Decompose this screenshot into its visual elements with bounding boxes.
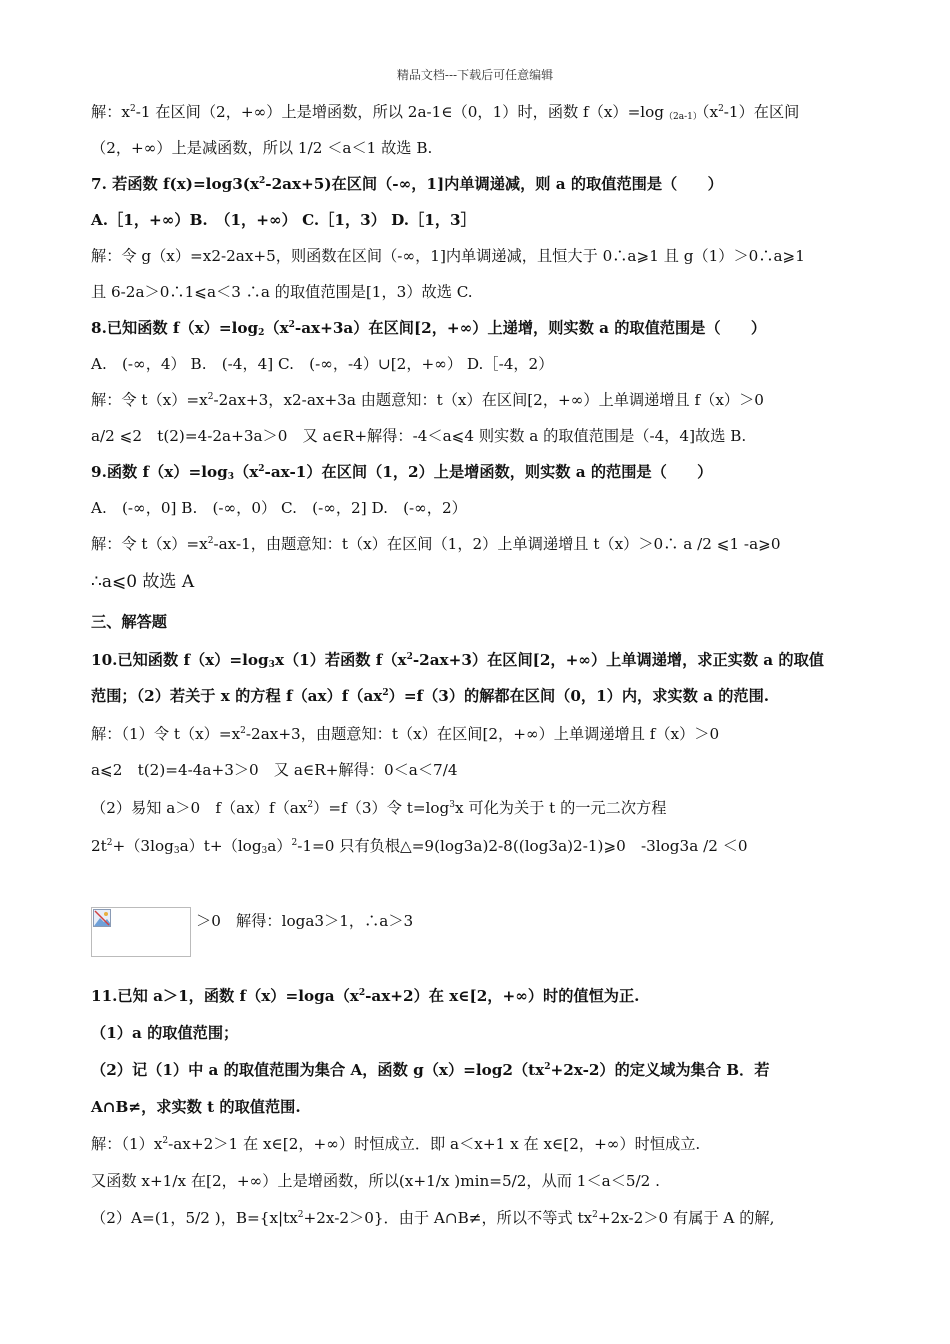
solution-10-line-2: a⩽2 t(2)=4-4a+3＞0 又 a∈R+解得：0＜a＜7/4 [91, 761, 458, 779]
page-header: 精品文档---下载后可任意编辑 [396, 68, 554, 82]
solution-10-line-3: （2）易知 a＞0 $f(ax)f(ax^2)=f(3)$令 $t=\log^3x$ 可化为关于 t 的一元二次方程 [91, 799, 667, 817]
question-8: 8.已知函数 $f(x)=\log_2(x^2-ax+3a)$在区间[2，+∞）上递增，则实数 a 的取值范围是（ ） [91, 319, 767, 338]
broken-image-placeholder [91, 907, 191, 957]
question-8-options: A. (-∞，4） B. (-4，4] C. (-∞，-4）∪[2，+∞） D.［-4，2） [91, 355, 554, 373]
question-7: 7. 若函数 $f(x)=\log 3(x^2-2ax+5)$在区间（-∞，1]内单调递减，则 a 的取值范围是（ ） [91, 175, 723, 193]
broken-image-icon [93, 909, 111, 927]
solution-10-line-5: ＞0 解得：loga3＞1，∴a＞3 [196, 912, 414, 930]
question-10-line-2: 范围；（2）若关于 x 的方程 $f(ax)f(ax^2)=f(3)$的解都在区间（0，1）内，求实数 a 的范围. [91, 687, 770, 705]
question-11-line-2: （1）a 的取值范围； [91, 1024, 239, 1042]
solution-10-line-4: $2t^2+(3\log_3a)t+(\log_3a)^2-1=0$ 只有负根△=9(log3a)2-8((log3a)2-1)⩾0 -3log3a /2 ＜0 [91, 837, 748, 856]
section-heading-3: 三、解答题 [91, 613, 167, 631]
solution-6-line-2: （2，+∞）上是减函数，所以 1/2 ＜a＜1 故选 B. [91, 139, 433, 157]
question-9: 9.函数 $f(x)=\log_3(x^2-ax-1)$在区间（1，2）上是增函数，则实数 a 的范围是（ ） [91, 463, 713, 482]
question-11-line-3: （2）记（1）中 a 的取值范围为集合 A，函数 $g(x)=\log 2(tx^2+2x-2)$的定义域为集合 B．若 [91, 1061, 770, 1079]
question-10-line-1: 10.已知函数 $f(x)=\log_3x(1)$若函数 $f(x^2-2ax+3)$在区间[2，+∞）上单调递增，求正实数 a 的取值 [91, 651, 824, 670]
solution-8-line-2: a/2 ⩽2 t(2)=4-2a+3a＞0 又 a∈R+解得：-4＜a⩽4 则实数 a 的取值范围是（-4，4]故选 B. [91, 427, 747, 445]
question-9-options: A. (-∞，0] B. (-∞，0） C. (-∞，2] D. (-∞，2） [91, 499, 467, 517]
solution-11-line-2: 又函数 x+1/x 在[2，+∞）上是增函数，所以(x+1/x )min=5/2，从而 1＜a＜5/2 . [91, 1172, 660, 1190]
question-7-options: A.［1，+∞）B. （1，+∞） C.［1，3） D.［1，3］ [91, 211, 476, 229]
question-11-line-4: A∩B≠，求实数 t 的取值范围. [91, 1098, 301, 1116]
question-11-line-1: 11.已知 a＞1，函数 $f(x)=\log a(x^2-ax+2)$在 x∈[2，+∞）时的值恒为正. [91, 987, 640, 1005]
solution-6-line-1: 解：$x^2-1$ 在区间（2，+∞）上是增函数，所以 2a-1∈（0，1）时，函数 $f(x)=\log_{(2a-1)}(x^2-1)$在区间 [91, 103, 800, 122]
solution-9-line-1: 解：令 $t(x)=x^2-ax-1$，由题意知：t（x）在区间（1，2）上单调递增且 t（x）＞0∴ a /2 ⩽1 -a⩾0 [91, 535, 781, 553]
solution-7-line-2: 且 6-2a＞0∴1⩽a＜3 ∴a 的取值范围是[1，3）故选 C. [91, 283, 473, 301]
solution-8-line-1: 解：令 $t(x)=x^2-2ax+3$，x2-ax+3a 由题意知：t（x）在区间[2，+∞）上单调递增且 f（x）＞0 [91, 391, 764, 409]
solution-11-line-3: （2）A=(1，5/2 )，$B=\{x|tx^2+2x-2>0\}$．由于 A∩B≠，所以不等式 $tx^2+2x-2>0$ 有属于 A 的解, [91, 1209, 775, 1227]
solution-10-line-1: 解：（1）令 $t(x)=x^2-2ax+3$，由题意知：t（x）在区间[2，+∞）上单调递增且 f（x）＞0 [91, 725, 720, 743]
solution-11-line-1: 解：$(1)x^2-ax+2>1$ 在 x∈[2，+∞）时恒成立．即 a＜x+1 x 在 x∈[2，+∞）时恒成立. [91, 1135, 701, 1153]
solution-7-line-1: 解：令 g（x）=x2-2ax+5，则函数在区间（-∞，1]内单调递减，且恒大于 0∴a⩾1 且 g（1）＞0∴a⩾1 [91, 247, 805, 265]
solution-9-line-2: ∴a⩽0 故选 A [91, 572, 195, 592]
